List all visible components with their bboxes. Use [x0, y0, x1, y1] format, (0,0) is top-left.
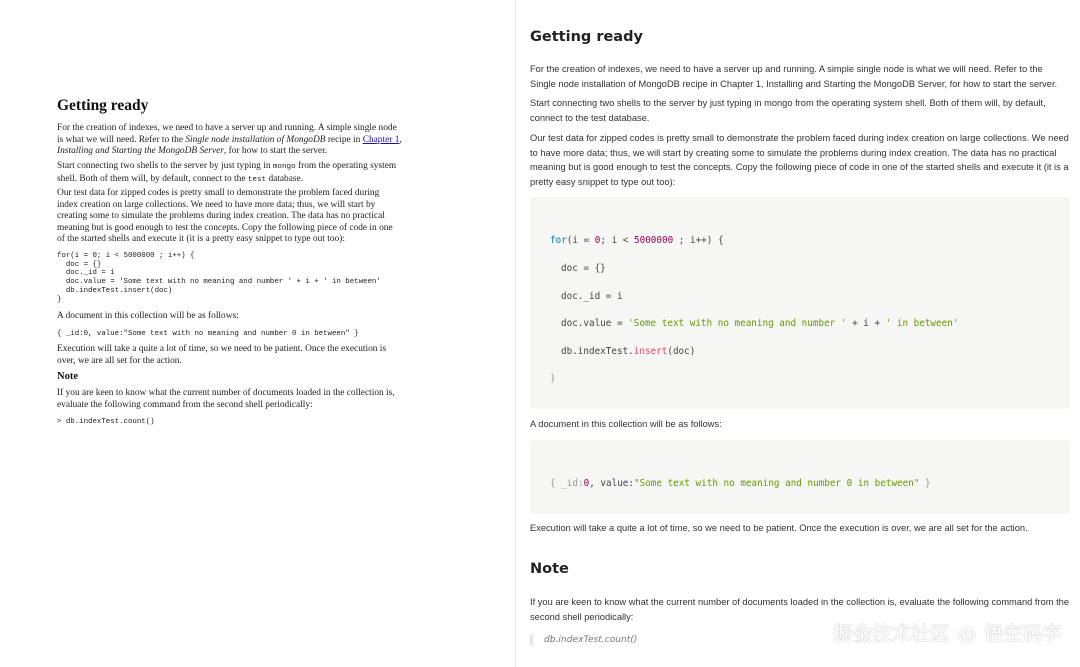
- left-p1-text-d: , for how to start the server.: [223, 146, 328, 157]
- right-note-heading-container: [530, 561, 1070, 577]
- code2-string: "Some text with no meaning and number 0 in between": [633, 478, 920, 489]
- left-p2-text-b: from the operating system shell. Both of them will, by default, connect to the: [57, 161, 397, 184]
- left-paragraph-4: [57, 311, 402, 323]
- left-p6-text: If you are keen to know what the current number of documents loaded in the collection is, evaluate the following command from the second shell periodically:: [57, 388, 395, 410]
- left-page-print-view: [0, 0, 515, 667]
- left-paragraph-5: [57, 344, 402, 367]
- right-heading-getting-ready: Getting ready: [530, 29, 643, 45]
- left-p4-text: A document in this collection will be as follows:: [57, 311, 239, 321]
- left-note-heading: Note: [57, 371, 78, 382]
- code-line-1: [550, 235, 724, 246]
- right-paragraph-1: [530, 62, 1070, 91]
- left-p1-emphasis: Single node installation of MongoDB: [185, 134, 326, 145]
- code-line-3: doc._id = i: [561, 291, 623, 302]
- right-p6-text: If you are keen to know what the current number of documents loaded in the collection is, evaluate the following command from the second shell periodically:: [530, 597, 1070, 622]
- right-note-heading: Note: [530, 561, 569, 577]
- code2-number: 0: [583, 478, 590, 489]
- right-p5-text: Execution will take a quite a lot of time, so we need to be patient. Once the execution is over, we are all set for the action.: [530, 523, 1028, 533]
- code-l5-b: (doc): [667, 346, 696, 357]
- code-number-5000000: 5000000: [634, 235, 674, 246]
- right-paragraph-3: [530, 131, 1070, 189]
- right-blockquote-command: db.indexTest.count(): [530, 635, 1080, 645]
- right-code-block: [530, 197, 1070, 409]
- left-chapter-link[interactable]: Chapter 1: [362, 134, 400, 145]
- code-l4-b: + i +: [846, 318, 886, 329]
- left-p2-text-c: database.: [266, 173, 304, 184]
- left-heading-container: [57, 97, 402, 114]
- right-heading-container: [530, 29, 1070, 45]
- left-code-block: [57, 252, 402, 304]
- code2-b: , value:: [589, 478, 634, 489]
- left-code2-text: { _id:0, value:"Some text with no meaning and number 0 in between" }: [57, 330, 359, 338]
- watermark-text: 掘金技术社区 @ 悟空码字: [833, 623, 1062, 645]
- right-paragraph-2: [530, 96, 1070, 125]
- right-paragraph-5: [530, 521, 1070, 536]
- left-code3-text: > db.indexTest.count(): [57, 418, 155, 426]
- left-code-text: for(i = 0; i < 5000000 ; i++) { doc = {} doc._id = i doc.value = 'Some text with no meaning and number ' + i + ' in between' db.indexTest.insert(doc) }: [57, 252, 381, 304]
- code2-line: [550, 478, 931, 489]
- right-paragraph-4: [530, 417, 1070, 432]
- right-code-block-2: [530, 440, 1070, 514]
- code-l1-c: ; i++) {: [673, 235, 724, 246]
- left-p2-text-a: Start connecting two shells to the server by just typing in: [57, 161, 273, 171]
- left-paragraph-2: [57, 161, 402, 186]
- left-p3-text: Our test data for zipped codes is pretty small to demonstrate the problem faced during index creation on large collections. We need to have more data; thus, we will start by creating some to simulate the problems during index creation. The data has no practical meaning but is good enough to test the concepts. Copy the following piece of code in one of the started shells and execute it (it is a pretty easy snippet to type out too):: [57, 188, 393, 245]
- right-page-markdown-view: [516, 0, 1080, 667]
- code-l4-a: doc.value =: [561, 318, 629, 329]
- left-p1-text-c: ,: [399, 134, 402, 145]
- code-line-5: [561, 346, 695, 357]
- code-l5-a: db.indexTest.: [561, 346, 634, 357]
- code-l1-b: ; i <: [600, 235, 634, 246]
- left-p1-emphasis-2: Installing and Starting the MongoDB Server: [57, 146, 224, 157]
- left-note-heading-container: [57, 371, 402, 383]
- code-string-1: 'Some text with no meaning and number ': [628, 318, 847, 329]
- left-heading-getting-ready: Getting ready: [57, 97, 149, 114]
- left-p2-code-test: test: [247, 175, 267, 184]
- code-line-6: }: [550, 373, 556, 384]
- code-string-2: ' in between': [885, 318, 959, 329]
- code-line-4: [561, 318, 958, 329]
- right-p1-text: For the creation of indexes, we need to have a server up and running. A simple single node is what we will need. Refer to the Single node installation of MongoDB recipe in Chapter 1, Installing and Starting the MongoDB Server, for how to start the server.: [530, 64, 1058, 89]
- left-p1-text-b: recipe in: [325, 134, 363, 145]
- left-p5-text: Execution will take a quite a lot of time, so we need to be patient. Once the execution is over, we are all set for the action.: [57, 344, 387, 366]
- left-p1-text-a: For the creation of indexes, we need to have a server up and running. A simple single node is what we will need. Refer to the: [57, 123, 397, 145]
- code2-a: { _id:: [550, 478, 584, 489]
- left-code-block-2: [57, 330, 402, 339]
- left-paragraph-3: [57, 188, 402, 246]
- code-number-0: 0: [594, 235, 601, 246]
- left-paragraph-6: [57, 388, 402, 411]
- right-p3-text: Our test data for zipped codes is pretty small to demonstrate the problem faced during index creation on large collections. We need to have more data; thus, we will start by creating some to simulate the problems during index creation. The data has no practical meaning but is good enough to test the concepts. Copy the following piece of code in one of the started shells and execute it (it is a pretty easy snippet to type out too):: [530, 133, 1069, 187]
- code-line-2: doc = {}: [561, 263, 606, 274]
- left-p2-code-mongo: mongo: [272, 163, 296, 171]
- code-function-insert: insert: [633, 346, 668, 357]
- right-p4-text: A document in this collection will be as follows:: [530, 419, 722, 429]
- right-p2-text: Start connecting two shells to the server by just typing in mongo from the operating system shell. Both of them will, by default, connect to the test database.: [530, 98, 1046, 123]
- code-keyword-for: for: [550, 235, 567, 246]
- left-code-block-3: [57, 418, 402, 427]
- left-paragraph-1: [57, 123, 402, 158]
- code2-c: }: [919, 478, 931, 489]
- code-l1-a: (i =: [566, 235, 595, 246]
